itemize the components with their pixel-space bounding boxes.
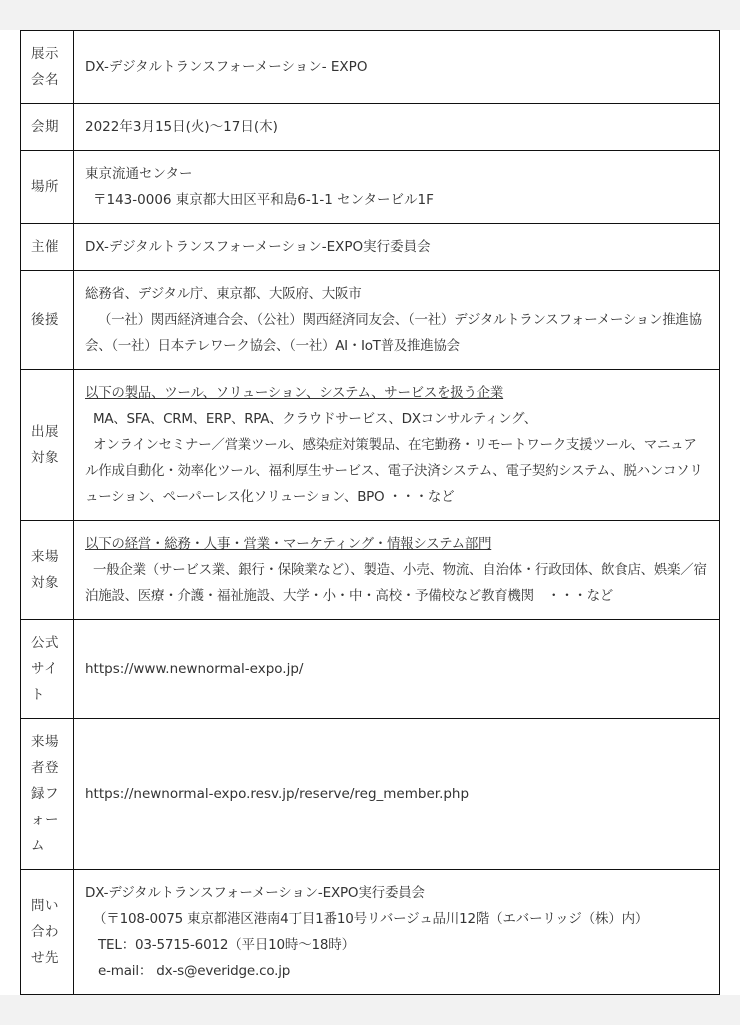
registration-form-link[interactable]: https://newnormal-expo.resv.jp/reserve/reg_member.php [85,786,470,802]
row-label-organizer: 主催 [21,224,74,271]
table-row [21,104,720,151]
page-sheet [0,30,740,995]
official-site-link[interactable]: https://www.newnormal-expo.jp/ [85,661,304,677]
row-label-contact: 問い合わせ先 [21,870,74,995]
table-row [21,719,720,870]
row-value-organizer: DX-デジタルトランスフォーメーション-EXPO実行委員会 [74,224,720,271]
row-label-visitors: 来場対象 [21,521,74,620]
exhibition-info-table [20,30,720,995]
contact-email[interactable]: e-mail： dx-s@everidge.co.jp [98,963,291,979]
row-value-visitors: 以下の経営・総務・人事・営業・マーケティング・情報システム部門 一般企業（サービス業、銀行・保険業など）、製造、小売、物流、自治体・行政団体、飲食店、娯楽／宿泊施設、医療・介護・福祉施設、大学・小・中・高校・予備校など教育機関 ・・・など [74,521,720,620]
row-value-official-site [74,620,720,719]
table-row [21,31,720,104]
row-label-venue: 場所 [21,151,74,224]
table-row [21,870,720,995]
row-value-period: 2022年3月15日(火)〜17日(木) [74,104,720,151]
row-label-exhibitors: 出展対象 [21,370,74,521]
row-value-contact: DX-デジタルトランスフォーメーション-EXPO実行委員会 （〒108-0075 東京都港区港南4丁目1番10号リバージュ品川12階（エバーリッジ（株）内） TEL：03-5715-6012（平日10時〜18時） e-mail： dx-s@everidge.co.jp [74,870,720,995]
table-row [21,620,720,719]
row-value-venue: 東京流通センター 〒143-0006 東京都大田区平和島6-1-1 センタービル1F [74,151,720,224]
row-value-registration-form [74,719,720,870]
table-row [21,370,720,521]
row-label-period: 会期 [21,104,74,151]
row-value-exhibition-name: DX-デジタルトランスフォーメーション- EXPO [74,31,720,104]
table-row [21,521,720,620]
row-label-support: 後援 [21,271,74,370]
row-label-exhibition-name: 展示会名 [21,31,74,104]
table-row [21,151,720,224]
row-value-support: 総務省、デジタル庁、東京都、大阪府、大阪市 （一社）関西経済連合会、（公社）関西経済同友会、（一社）デジタルトランスフォーメーション推進協会、（一社）日本テレワーク協会、（一社）AI・IoT普及推進協会 [74,271,720,370]
row-value-exhibitors: 以下の製品、ツール、ソリューション、システム、サービスを扱う企業 MA、SFA、CRM、ERP、RPA、クラウドサービス、DXコンサルティング、 オンラインセミナー／営業ツール、感染症対策製品、在宅勤務・リモートワーク支援ツール、マニュアル作成自動化・効率化ツール、福利厚生サービス、電子決済システム、電子契約システム、脱ハンコソリューション、ペーパーレス化ソリューション、BPO ・・・など [74,370,720,521]
table-row [21,271,720,370]
table-row [21,224,720,271]
row-label-official-site: 公式サイト [21,620,74,719]
row-label-registration-form: 来場者登録フォーム [21,719,74,870]
